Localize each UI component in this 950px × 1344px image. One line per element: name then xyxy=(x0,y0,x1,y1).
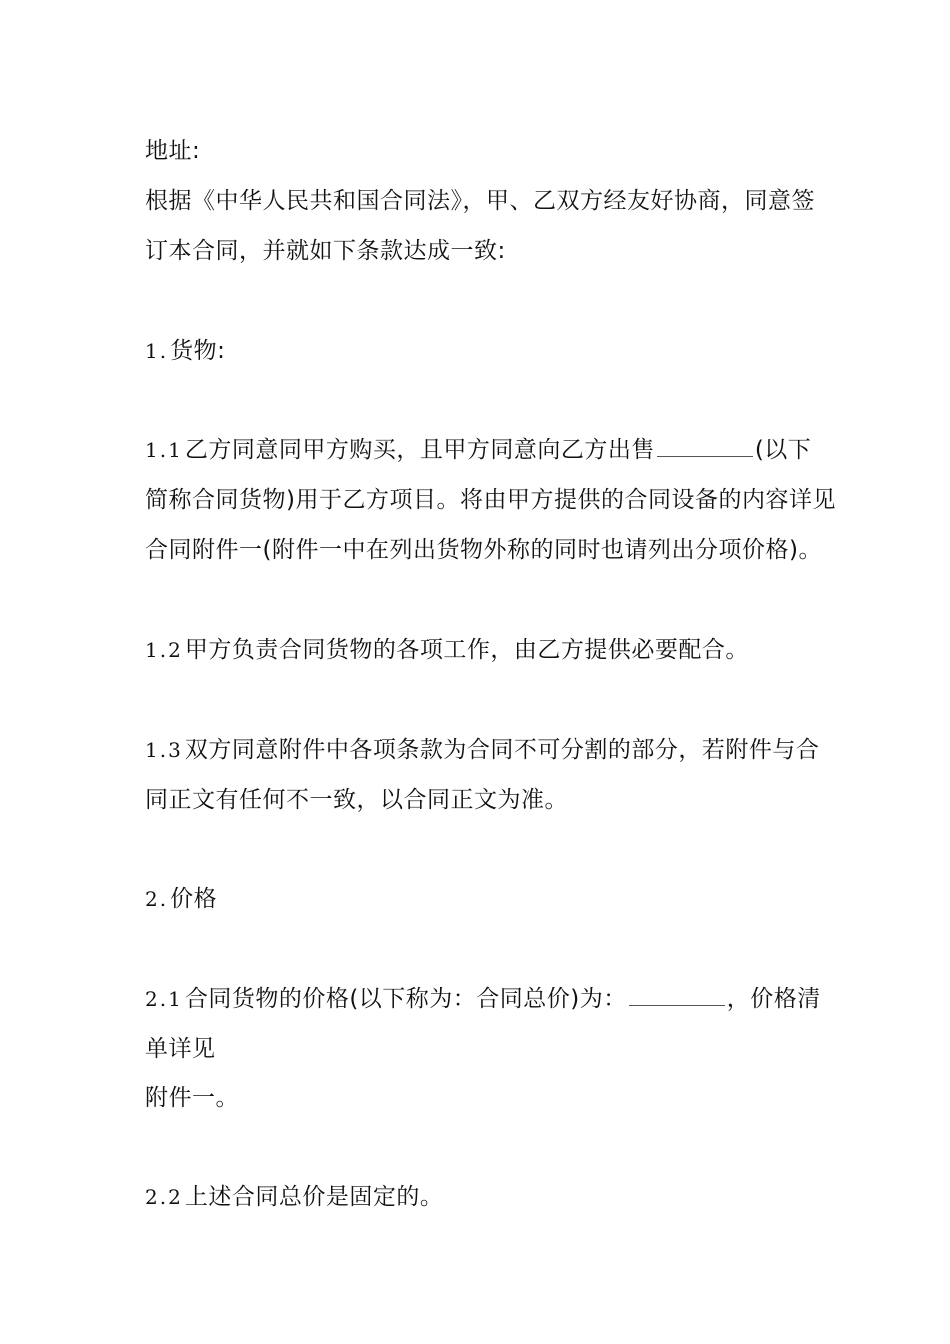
clause-1-3-line-2 xyxy=(145,785,825,815)
clause-1-1-text-b: (以下 xyxy=(754,437,812,463)
clause-1-2-number: 1.2 xyxy=(145,638,183,662)
clause-2-1-number: 2.1 xyxy=(145,987,183,1011)
section-2-title: 价格 xyxy=(170,886,218,912)
clause-1-3-text-a: 双方同意附件中各项条款为合同不可分割的部分，若附件与合 xyxy=(184,737,820,763)
preamble-text-1: 根据《中华人民共和国合同法》，甲、乙双方经友好协商，同意签 xyxy=(145,188,815,214)
clause-1-1-text-c: 简称合同货物)用于乙方项目。将由甲方提供的合同设备的内容详见 xyxy=(145,487,836,513)
preamble-line-2 xyxy=(145,236,825,266)
clause-1-2-text: 甲方负责合同货物的各项工作，由乙方提供必要配合。 xyxy=(184,637,749,663)
clause-2-1-line-3 xyxy=(145,1083,825,1113)
total-price-blank xyxy=(629,987,725,1006)
section-1-title: 货物: xyxy=(170,338,226,364)
clause-1-1-line-2 xyxy=(145,485,836,515)
clause-2-2-text: 上述合同总价是固定的。 xyxy=(184,1184,444,1210)
clause-1-3-number: 1.3 xyxy=(145,738,183,762)
clause-1-1-text-a: 乙方同意同甲方购买，且甲方同意向乙方出售 xyxy=(184,437,655,463)
clause-1-1-line-1 xyxy=(145,435,825,465)
clause-1-1-number: 1.1 xyxy=(145,438,183,462)
clause-2-1-line-2 xyxy=(145,1034,825,1064)
clause-2-2-number: 2.2 xyxy=(145,1185,183,1209)
clause-1-3-text-b: 同正文有任何不一致，以合同正文为准。 xyxy=(145,787,568,813)
clause-1-2 xyxy=(145,635,825,665)
goods-name-blank xyxy=(657,438,753,457)
clause-2-1-text-b: ，价格清 xyxy=(726,986,821,1012)
clause-2-1-text-c: 单详见 xyxy=(145,1036,216,1062)
clause-2-1-text-d: 附件一。 xyxy=(145,1085,239,1111)
preamble-text-2: 订本合同，并就如下条款达成一致: xyxy=(145,238,506,264)
section-1-number: 1. xyxy=(145,339,169,363)
clause-2-1-text-a: 合同货物的价格(以下称为：合同总价)为： xyxy=(184,986,627,1012)
section-2-heading xyxy=(145,884,825,914)
section-2-number: 2. xyxy=(145,887,169,911)
clause-2-2 xyxy=(145,1182,825,1212)
section-1-heading xyxy=(145,336,825,366)
clause-1-3-line-1 xyxy=(145,735,825,765)
address-label xyxy=(145,136,825,166)
preamble-line-1 xyxy=(145,186,825,216)
clause-2-1-line-1 xyxy=(145,984,825,1014)
clause-1-1-line-3 xyxy=(145,535,825,565)
clause-1-1-text-d: 合同附件一(附件一中在列出货物外称的同时也请列出分项价格)。 xyxy=(145,537,822,563)
address-label-text: 地址: xyxy=(145,138,201,164)
